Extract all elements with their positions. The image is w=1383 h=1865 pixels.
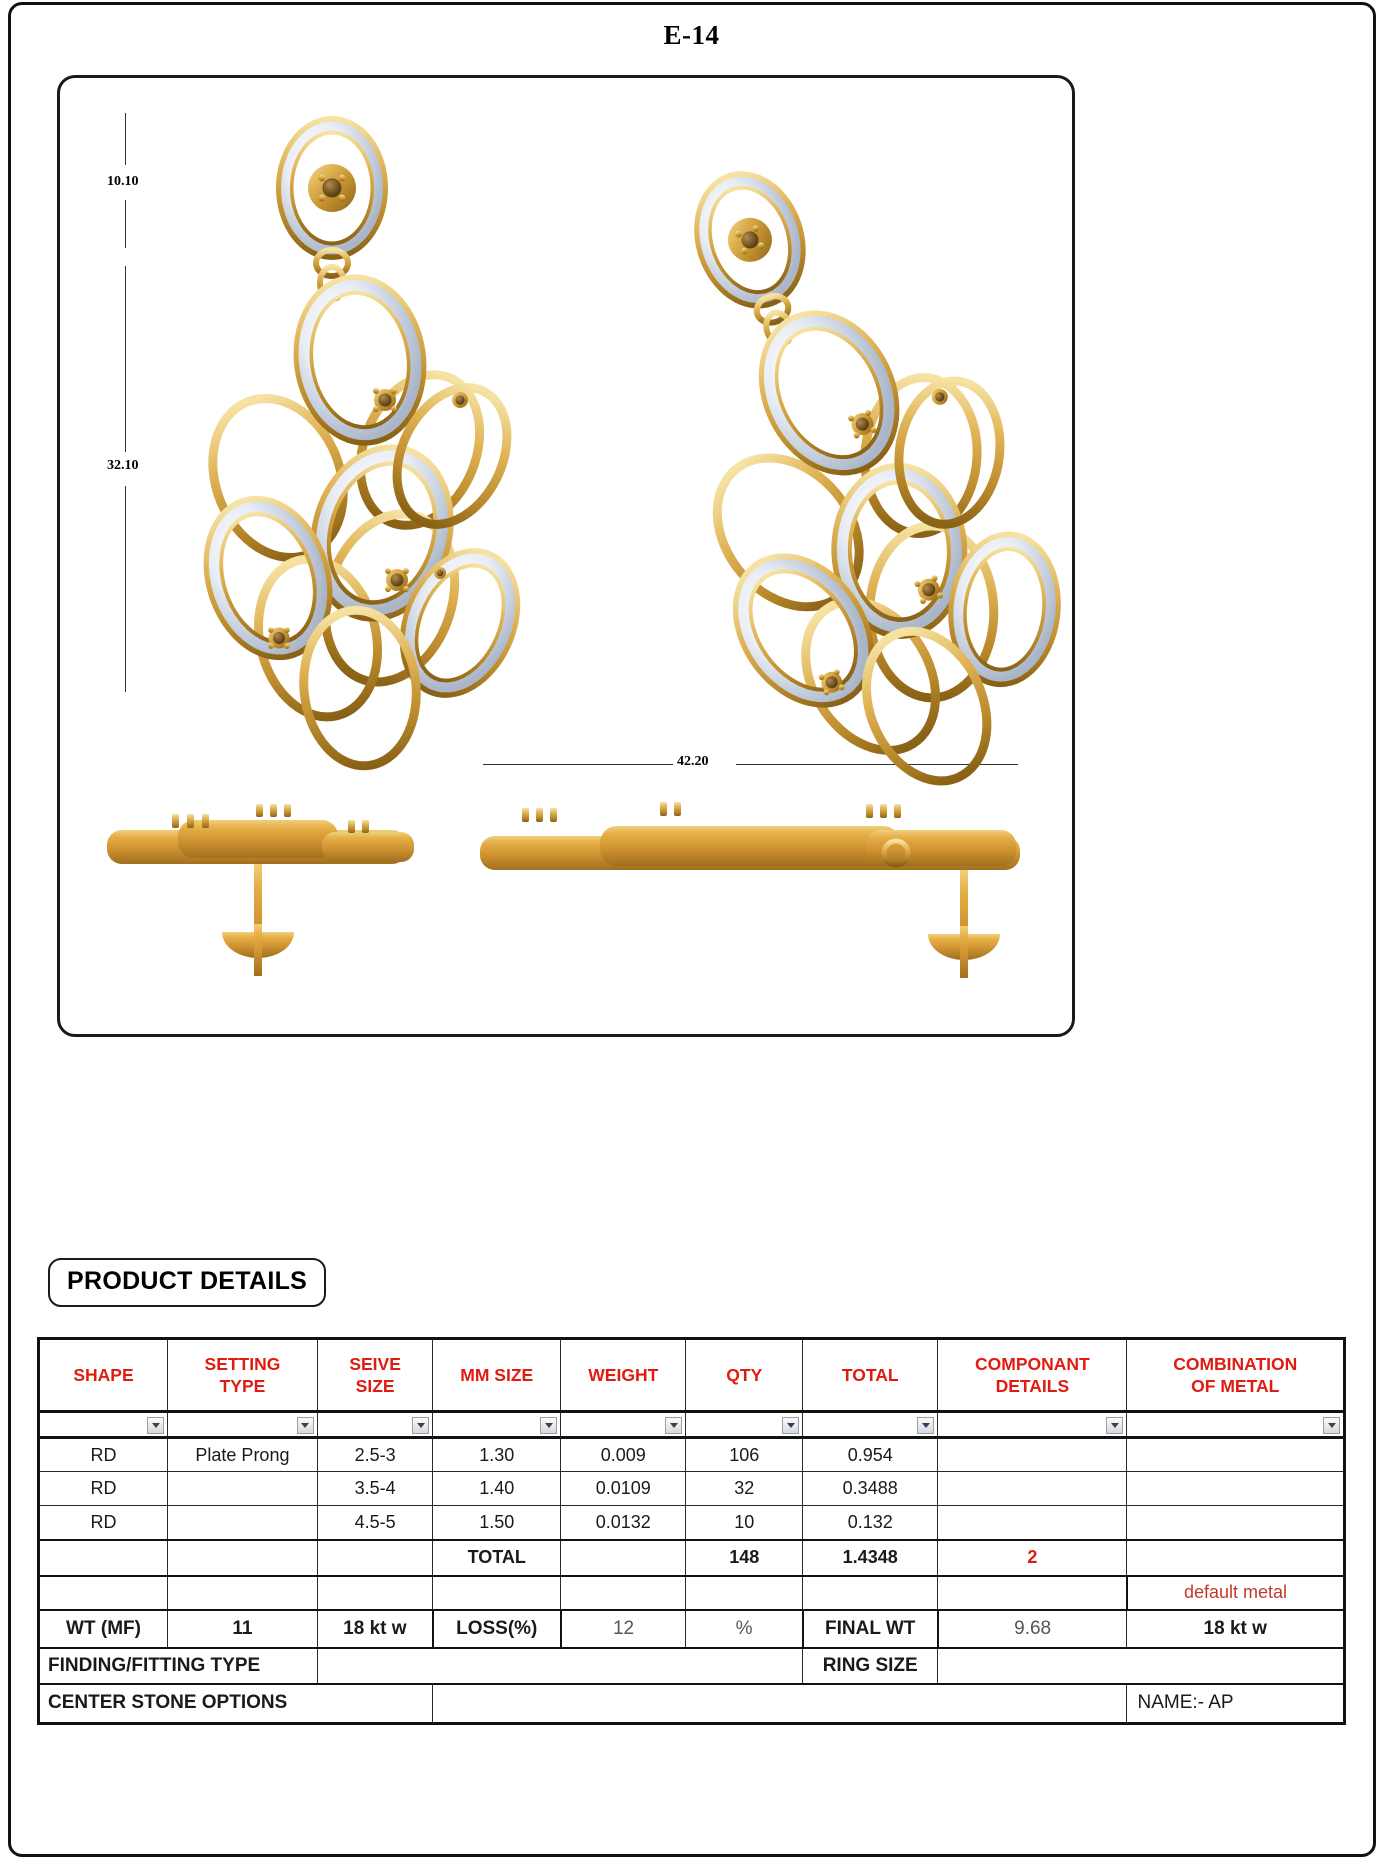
cell-combination-of-metal xyxy=(1127,1472,1345,1506)
cell-total: 0.954 xyxy=(803,1438,938,1472)
wt-mf-label: WT (MF) xyxy=(39,1610,168,1648)
filter-cell-shape[interactable] xyxy=(39,1412,168,1438)
total-row-qty: 148 xyxy=(686,1540,803,1576)
filter-cell-qty[interactable] xyxy=(686,1412,803,1438)
cell-total: 0.132 xyxy=(803,1506,938,1540)
total-row-total: 1.4348 xyxy=(803,1540,938,1576)
front-view-left-earring xyxy=(188,120,537,771)
col-header-weight xyxy=(561,1339,686,1412)
col-header-seive-size-l2: SIZE xyxy=(355,1376,395,1396)
total-row-label: TOTAL xyxy=(433,1540,561,1576)
table-header-row xyxy=(39,1339,1345,1412)
col-header-setting-type-l2: TYPE xyxy=(219,1376,266,1396)
table-center-stone-row xyxy=(39,1684,1345,1724)
product-details-section-label: PRODUCT DETAILS xyxy=(48,1258,326,1307)
col-header-seive-size-l1: SEIVE xyxy=(349,1353,401,1374)
ring-size-value[interactable] xyxy=(938,1648,1345,1684)
metal-row-blank-4 xyxy=(433,1576,561,1610)
col-header-weight-l1: WEIGHT xyxy=(588,1364,659,1385)
cell-weight: 0.0132 xyxy=(561,1506,686,1540)
table-row xyxy=(39,1506,1345,1540)
cell-componant-details xyxy=(938,1506,1127,1540)
col-header-combination-of-metal xyxy=(1127,1339,1345,1412)
wt-mf-value: 11 xyxy=(168,1610,318,1648)
final-wt-value: 9.68 xyxy=(938,1610,1127,1648)
cad-drawing-panel xyxy=(57,75,1075,1037)
cell-weight: 0.0109 xyxy=(561,1472,686,1506)
metal-row-blank-7 xyxy=(803,1576,938,1610)
filter-cell-weight[interactable] xyxy=(561,1412,686,1438)
table-filter-row xyxy=(39,1412,1345,1438)
finding-fitting-type-value[interactable] xyxy=(317,1648,802,1684)
filter-dropdown-total-icon[interactable] xyxy=(917,1417,934,1434)
filter-cell-total[interactable] xyxy=(803,1412,938,1438)
final-metal-value: 18 kt w xyxy=(1127,1610,1345,1648)
filter-dropdown-shape-icon[interactable] xyxy=(147,1417,164,1434)
cell-total: 0.3488 xyxy=(803,1472,938,1506)
metal-row-blank-3 xyxy=(317,1576,432,1610)
col-header-qty-l1: QTY xyxy=(726,1364,763,1385)
dimension-label-32-10: 32.10 xyxy=(107,458,139,473)
loss-percent-label: LOSS(%) xyxy=(433,1610,561,1648)
filter-dropdown-mm-size-icon[interactable] xyxy=(540,1417,557,1434)
table-default-metal-row xyxy=(39,1576,1345,1610)
filter-cell-componant-details[interactable] xyxy=(938,1412,1127,1438)
page-title: E-14 xyxy=(663,20,720,50)
filter-cell-setting-type[interactable] xyxy=(168,1412,318,1438)
cell-mm-size: 1.40 xyxy=(433,1472,561,1506)
table-weight-row xyxy=(39,1610,1345,1648)
cell-seive-size: 2.5-3 xyxy=(317,1438,432,1472)
col-header-shape xyxy=(39,1339,168,1412)
cell-shape: RD xyxy=(39,1438,168,1472)
total-row-blank-shape xyxy=(39,1540,168,1576)
cell-seive-size: 4.5-5 xyxy=(317,1506,432,1540)
final-wt-label: FINAL WT xyxy=(803,1610,938,1648)
designer-name: NAME:- AP xyxy=(1127,1684,1345,1724)
total-row-blank-weight xyxy=(561,1540,686,1576)
table-finding-row xyxy=(39,1648,1345,1684)
cell-qty: 10 xyxy=(686,1506,803,1540)
filter-cell-combination-of-metal[interactable] xyxy=(1127,1412,1345,1438)
total-row-componant-details: 2 xyxy=(938,1540,1127,1576)
table-row xyxy=(39,1472,1345,1506)
col-header-seive-size xyxy=(317,1339,432,1412)
filter-dropdown-qty-icon[interactable] xyxy=(782,1417,799,1434)
cell-qty: 106 xyxy=(686,1438,803,1472)
filter-dropdown-seive-size-icon[interactable] xyxy=(412,1417,429,1434)
cell-combination-of-metal xyxy=(1127,1438,1345,1472)
side-profile-right-earring xyxy=(480,802,1020,978)
percent-symbol: % xyxy=(686,1610,803,1648)
col-header-mm-size xyxy=(433,1339,561,1412)
col-header-setting-type-l1: SETTING xyxy=(204,1353,281,1374)
cell-seive-size: 3.5-4 xyxy=(317,1472,432,1506)
cell-shape: RD xyxy=(39,1506,168,1540)
cell-mm-size: 1.30 xyxy=(433,1438,561,1472)
cell-componant-details xyxy=(938,1438,1127,1472)
accent-stone-setting xyxy=(268,627,290,649)
col-header-componant-details-l1: COMPONANT xyxy=(975,1353,1090,1374)
filter-dropdown-setting-type-icon[interactable] xyxy=(297,1417,314,1434)
table-total-row xyxy=(39,1540,1345,1576)
col-header-combination-of-metal-l1: COMBINATION xyxy=(1173,1353,1298,1374)
table-row xyxy=(39,1438,1345,1472)
cell-mm-size: 1.50 xyxy=(433,1506,561,1540)
dimension-label-42-20: 42.20 xyxy=(677,754,709,769)
dimension-label-10-10: 10.10 xyxy=(107,174,139,189)
metal-row-blank-1 xyxy=(39,1576,168,1610)
col-header-mm-size-l1: MM SIZE xyxy=(460,1364,534,1385)
default-metal-value: default metal xyxy=(1127,1576,1345,1610)
wt-metal-karat: 18 kt w xyxy=(317,1610,432,1648)
total-row-blank-setting xyxy=(168,1540,318,1576)
metal-row-blank-5 xyxy=(561,1576,686,1610)
cell-setting-type xyxy=(168,1506,318,1540)
ring-size-label: RING SIZE xyxy=(803,1648,938,1684)
side-profile-left-earring xyxy=(107,804,414,976)
accent-stone-setting xyxy=(373,388,397,412)
col-header-total-l1: TOTAL xyxy=(841,1364,899,1385)
filter-dropdown-weight-icon[interactable] xyxy=(665,1417,682,1434)
col-header-total xyxy=(803,1339,938,1412)
cell-setting-type: Plate Prong xyxy=(168,1438,318,1472)
col-header-combination-of-metal-l2: OF METAL xyxy=(1191,1376,1280,1396)
finding-fitting-type-label: FINDING/FITTING TYPE xyxy=(39,1648,318,1684)
jewelry-render-area xyxy=(60,78,1072,1034)
filter-cell-seive-size[interactable] xyxy=(317,1412,432,1438)
product-details-table xyxy=(37,1337,1346,1725)
filter-cell-mm-size[interactable] xyxy=(433,1412,561,1438)
col-header-componant-details-l2: DETAILS xyxy=(995,1376,1070,1396)
col-header-setting-type xyxy=(168,1339,318,1412)
accent-stone-setting xyxy=(385,568,409,592)
center-stone-options-value[interactable] xyxy=(433,1684,1127,1724)
cell-combination-of-metal xyxy=(1127,1506,1345,1540)
cell-qty: 32 xyxy=(686,1472,803,1506)
cell-weight: 0.009 xyxy=(561,1438,686,1472)
col-header-componant-details xyxy=(938,1339,1127,1412)
filter-dropdown-componant-details-icon[interactable] xyxy=(1106,1417,1123,1434)
cell-componant-details xyxy=(938,1472,1127,1506)
col-header-qty xyxy=(686,1339,803,1412)
metal-row-blank-2 xyxy=(168,1576,318,1610)
total-row-blank-seive xyxy=(317,1540,432,1576)
metal-row-blank-8 xyxy=(938,1576,1127,1610)
total-row-blank-metal xyxy=(1127,1540,1345,1576)
metal-row-blank-6 xyxy=(686,1576,803,1610)
loss-percent-value: 12 xyxy=(561,1610,686,1648)
filter-dropdown-combination-of-metal-icon[interactable] xyxy=(1323,1417,1340,1434)
center-stone-options-label: CENTER STONE OPTIONS xyxy=(39,1684,433,1724)
col-header-shape-l1: SHAPE xyxy=(73,1364,134,1385)
angled-view-right-earring xyxy=(587,114,1075,840)
cell-shape: RD xyxy=(39,1472,168,1506)
cell-setting-type xyxy=(168,1472,318,1506)
